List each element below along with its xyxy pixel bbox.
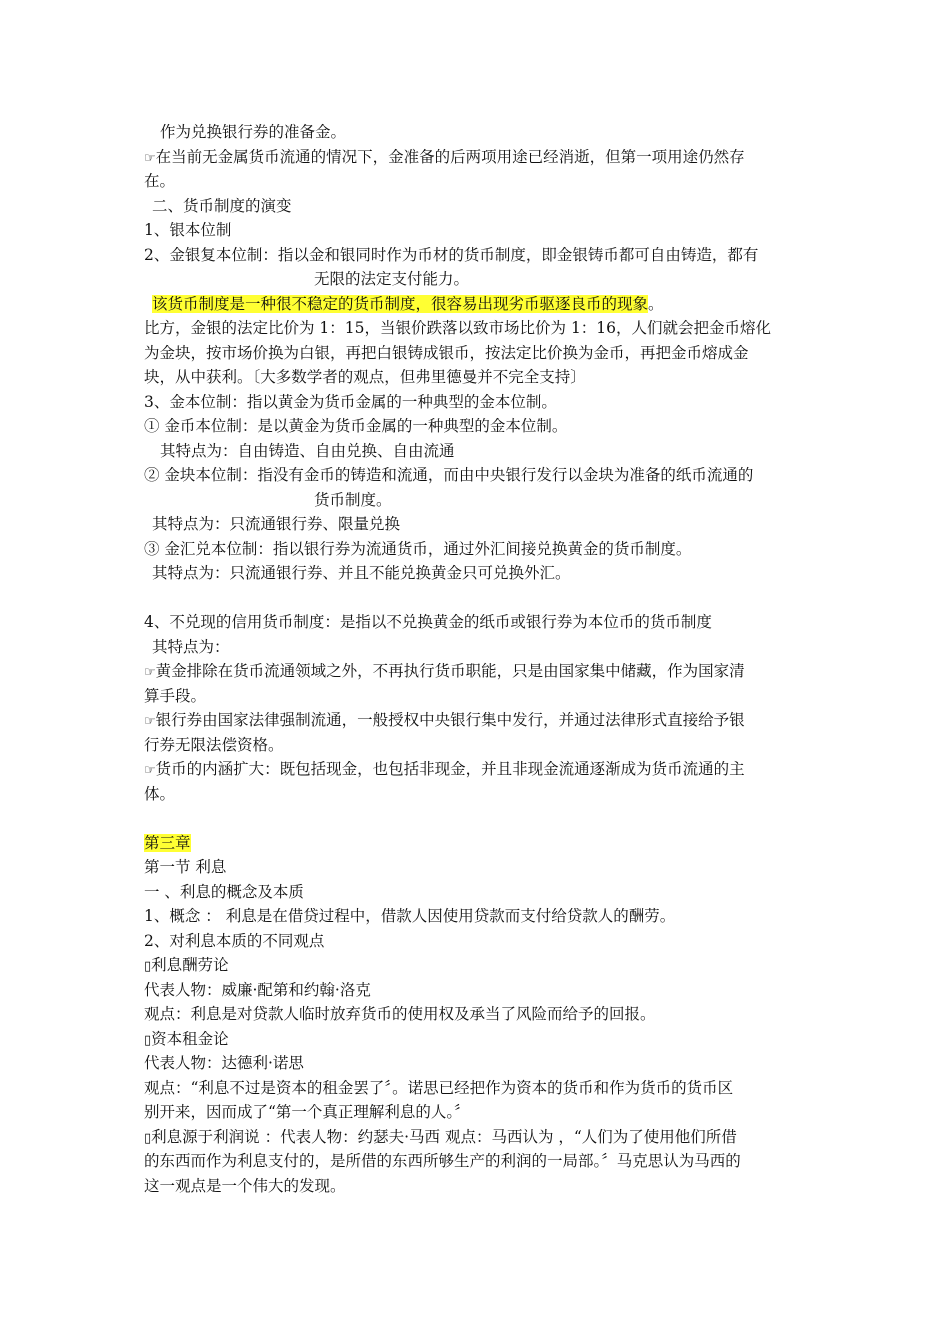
text-line: 其特点为： [152, 637, 230, 656]
text-line: ▯资本租金论 [144, 1029, 229, 1048]
text-line: 为金块，按市场价换为白银，再把白银铸成银币，按法定比价换为金币，再把金币熔成金 [144, 343, 749, 362]
text-line: ☞在当前无金属货币流通的情况下，金准备的后两项用途已经消逝，但第一项用途仍然存 [144, 147, 745, 166]
text-line: 比方，金银的法定比价为 1：15，当银价跌落以致市场比价为 1：16，人们就会把金币熔化 [144, 319, 772, 337]
text-line: 无限的法定支付能力。 [314, 270, 470, 288]
missing-glyph-box-icon: ▯ [144, 1130, 152, 1146]
text-line: 作为兑换银行券的准备金。 [160, 123, 347, 141]
section-heading: 二、货币制度的演变 [152, 196, 292, 215]
highlighted-text: 第三章 [144, 833, 191, 852]
hand-pointer-icon: ☞ [144, 150, 156, 166]
text-line: 算手段。 [144, 686, 207, 705]
blank-line [144, 806, 812, 831]
text-line: 块，从中获利。〔大多数学者的观点，但弗里德曼并不完全支持〕 [144, 368, 586, 386]
text-line: 货币制度。 [314, 490, 392, 509]
text-line: 在。 [144, 172, 176, 190]
highlighted-line: 该货币制度是一种很不稳定的货币制度，很容易出现劣币驱逐良币的现象。 [152, 294, 664, 313]
text-line: ③ 金汇兑本位制：指以银行券为流通货币，通过外汇间接兑换黄金的货币制度。 [144, 539, 692, 558]
hand-pointer-icon: ☞ [144, 714, 156, 729]
text-line: 这一观点是一个伟大的发现。 [144, 1176, 346, 1195]
text-line: 2、对利息本质的不同观点 [144, 931, 325, 950]
text-line: 别开来，因而成了“第一个真正理解利息的人。〞 [144, 1103, 470, 1121]
text-line: ☞银行券由国家法律强制流通，一般授权中央银行集中发行，并通过法律形式直接给予银 [144, 711, 745, 729]
text-line: 2、金银复本位制：指以金和银同时作为币材的货币制度，即金银铸币都可自由铸造，都有 [144, 245, 759, 264]
text-line: ② 金块本位制：指没有金币的铸造和流通，而由中央银行发行以金块为准备的纸币流通的 [144, 466, 754, 484]
text-line: 代表人物：达德利·诺思 [144, 1054, 304, 1072]
highlighted-text: 该货币制度是一种很不稳定的货币制度，很容易出现劣币驱逐良币的现象 [152, 294, 649, 313]
text-line: 其特点为：只流通银行券、并且不能兑换黄金只可兑换外汇。 [152, 564, 571, 582]
text-line: 观点：“利息不过是资本的租金罢了〞。诺思已经把作为资本的货币和作为货币的货币区 [144, 1078, 734, 1097]
chapter-heading [144, 831, 812, 856]
text-line: ① 金币本位制：是以黄金为货币金属的一种典型的金本位制。 [144, 417, 568, 435]
text-line: 其特点为：自由铸造、自由兑换、自由流通 [160, 441, 455, 460]
hand-pointer-icon: ☞ [144, 763, 156, 778]
document-page [144, 120, 812, 1198]
text-line: 其特点为：只流通银行券、限量兑换 [152, 515, 401, 533]
text-line: 行券无限法偿资格。 [144, 735, 284, 754]
section-heading: 一 、利息的概念及本质 [144, 882, 304, 901]
text-line: ▯利息酬劳论 [144, 956, 229, 974]
text-line: ▯利息源于利润说 ：代表人物：约瑟夫·马西 观点：马西认为 ，“人们为了使用他们所借 [144, 1127, 737, 1146]
text-line: 1、银本位制 [144, 221, 232, 239]
text-line: 的东西而作为利息支付的，是所借的东西所够生产的利润的一局部。〞马克思认为马西的 [144, 1152, 741, 1170]
blank-line [144, 586, 812, 611]
text-line: ☞黄金排除在货币流通领域之外，不再执行货币职能，只是由国家集中储藏，作为国家清 [144, 662, 745, 680]
text-line: 1、概念 ： 利息是在借贷过程中，借款人因使用贷款而支付给贷款人的酬劳。 [144, 907, 676, 925]
missing-glyph-box-icon: ▯ [144, 1032, 152, 1048]
text-line: 代表人物：威廉·配第和约翰·洛克 [144, 980, 371, 999]
text-line: ☞货币的内涵扩大：既包括现金，也包括非现金，并且非现金流通逐渐成为货币流通的主 [144, 760, 745, 778]
hand-pointer-icon: ☞ [144, 665, 156, 680]
text-line: 体。 [144, 784, 176, 803]
text-line: 3、金本位制：指以黄金为货币金属的一种典型的金本位制。 [144, 392, 557, 411]
text-line: 观点：利息是对贷款人临时放弃货币的使用权及承当了风险而给予的回报。 [144, 1005, 656, 1023]
missing-glyph-box-icon: ▯ [144, 959, 152, 974]
section-heading: 第一节 利息 [144, 858, 227, 876]
text-line: 4、不兑现的信用货币制度：是指以不兑换黄金的纸币或银行券为本位币的货币制度 [144, 613, 712, 631]
